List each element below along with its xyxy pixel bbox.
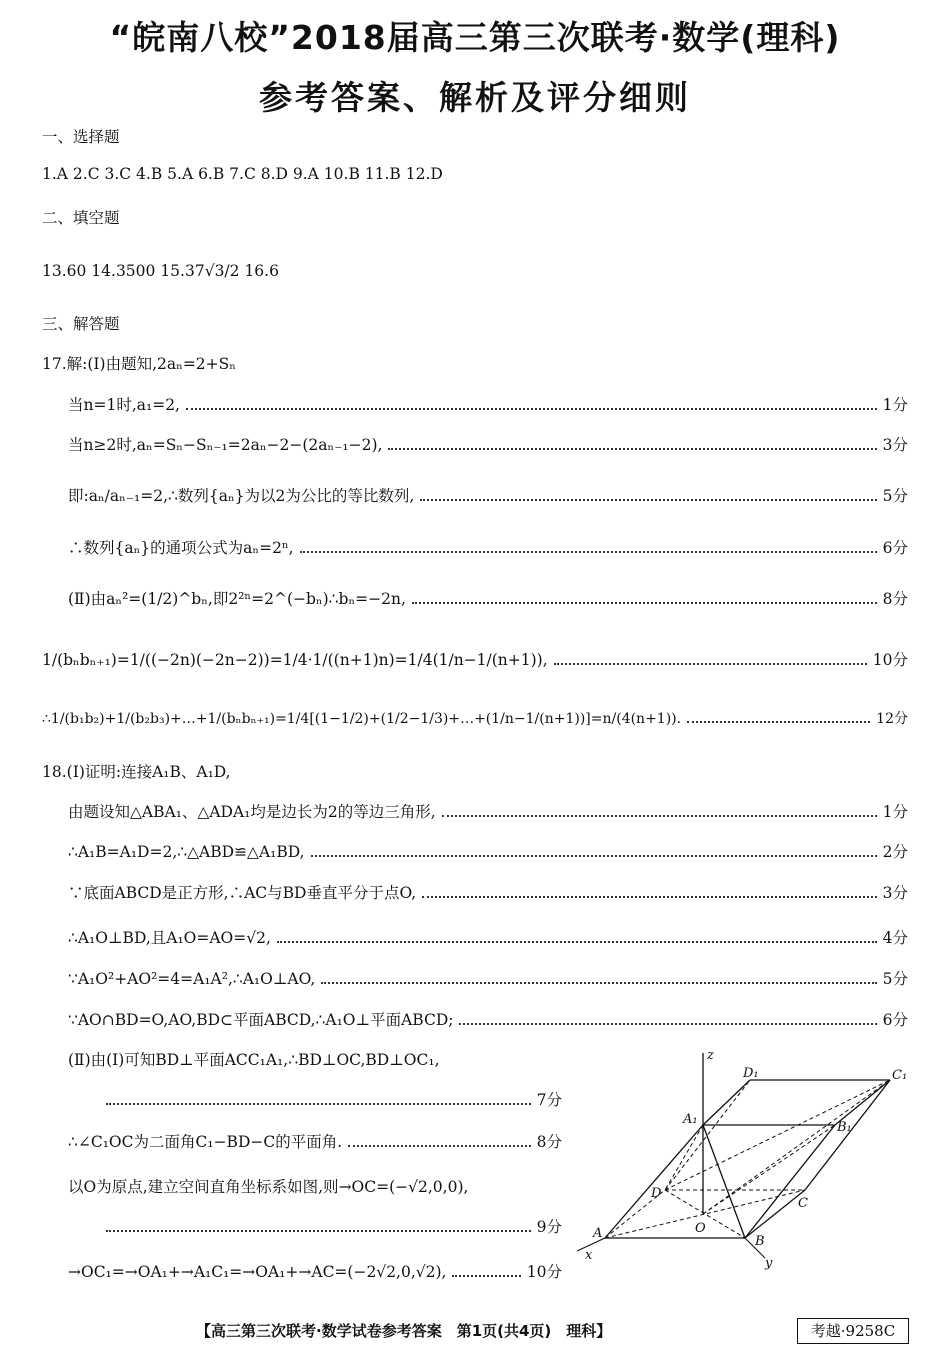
q17-step: [68, 433, 908, 455]
document-code: 考越·9258C: [797, 1318, 909, 1344]
q18-step: [68, 1130, 562, 1152]
q17-step: [42, 708, 908, 728]
leader-dots: [277, 941, 877, 943]
step-score: 6分: [882, 1011, 908, 1029]
q18-step: [68, 881, 908, 903]
q18-intro: 18.(Ⅰ)证明:连接A₁B、A₁D,: [42, 763, 231, 781]
step-score: 8分: [882, 590, 908, 608]
q18-step: [68, 1008, 908, 1030]
step-text: 1/(bₙbₙ₊₁)=1/((−2n)(−2n−2))=1/4·1/((n+1)n)=1/4(1/n−1/(n+1)),: [42, 651, 548, 669]
q18-step: [100, 1215, 562, 1237]
step-text: ∴∠C₁OC为二面角C₁−BD−C的平面角.: [68, 1133, 343, 1151]
step-score: 5分: [882, 487, 908, 505]
label-D: D: [651, 1186, 662, 1201]
leader-dots: [459, 1023, 876, 1025]
step-text: 即:aₙ/aₙ₋₁=2,∴数列{aₙ}为以2为公比的等比数列,: [68, 487, 415, 505]
leader-dots: [687, 721, 870, 723]
label-x: x: [585, 1248, 593, 1263]
step-text: ∵AO∩BD=O,AO,BD⊂平面ABCD,∴A₁O⊥平面ABCD;: [68, 1011, 454, 1029]
label-z: z: [707, 1048, 714, 1063]
q18-step: [68, 800, 908, 822]
leader-dots: [452, 1275, 520, 1277]
label-O: O: [695, 1221, 706, 1236]
section-heading-solutions: 三、解答题: [42, 315, 120, 333]
edge-A1B: [703, 1125, 745, 1238]
leader-dots: [442, 815, 877, 817]
edge-BC: [745, 1190, 805, 1238]
parallelepiped-figure: [565, 1045, 910, 1275]
leader-dots: [311, 855, 877, 857]
q18-part2-line3: 以O为原点,建立空间直角坐标系如图,则→OC=(−√2,0,0),: [68, 1178, 469, 1196]
q18-step: [68, 1260, 562, 1282]
fill-answers: 13.60 14.3500 15.37√3/2 16.6: [42, 262, 279, 280]
page-subtitle: 参考答案、解析及评分细则: [259, 78, 691, 117]
section-heading-fill: 二、填空题: [42, 209, 120, 227]
choice-answers: 1.A 2.C 3.C 4.B 5.A 6.B 7.C 8.D 9.A 10.B 11.B 12.D: [42, 165, 443, 183]
q18-step: [68, 926, 908, 948]
leader-dots: [412, 602, 877, 604]
step-text: ∴1/(b₁b₂)+1/(b₂b₃)+…+1/(bₙbₙ₊₁)=1/4[(1−1/2)+(1/2−1/3)+…+(1/n−1/(n+1))]=n/(4(n+1)).: [42, 711, 682, 727]
step-text: →OC₁=→OA₁+→A₁C₁=→OA₁+→AC=(−2√2,0,√2),: [68, 1263, 447, 1281]
step-score: 8分: [536, 1133, 562, 1151]
edge-AA1: [605, 1125, 703, 1238]
label-y: y: [765, 1256, 773, 1271]
step-score: 1分: [882, 803, 908, 821]
leader-dots: [420, 499, 876, 501]
q18-step: [68, 840, 908, 862]
step-score: 7分: [536, 1091, 562, 1109]
leader-dots: [554, 663, 867, 665]
step-score: 4分: [882, 929, 908, 947]
step-score: 10分: [526, 1263, 562, 1281]
label-B1: B₁: [837, 1120, 852, 1135]
label-C1: C₁: [892, 1068, 908, 1083]
step-score: 6分: [882, 539, 908, 557]
step-text: ∵底面ABCD是正方形,∴AC与BD垂直平分于点O,: [68, 884, 417, 902]
step-score: 1分: [882, 396, 908, 414]
label-B: B: [755, 1234, 765, 1249]
q18-step: [100, 1088, 562, 1110]
step-text: (Ⅱ)由aₙ²=(1/2)^bₙ,即2²ⁿ=2^(−bₙ)∴bₙ=−2n,: [68, 590, 406, 608]
q17-step: [68, 393, 908, 415]
step-score: 5分: [882, 970, 908, 988]
leader-dots: [388, 448, 876, 450]
leader-dots: [348, 1145, 530, 1147]
leader-dots: [186, 408, 877, 410]
segment-OC1: [703, 1080, 890, 1214]
q18-part2-line1: (Ⅱ)由(Ⅰ)可知BD⊥平面ACC₁A₁,∴BD⊥OC,BD⊥OC₁,: [68, 1051, 440, 1069]
label-A: A: [593, 1226, 603, 1241]
edge-A1D1: [703, 1080, 750, 1125]
step-text: 当n=1时,a₁=2,: [68, 396, 180, 414]
q17-step: [42, 648, 908, 670]
label-C: C: [798, 1196, 808, 1211]
leader-dots: [300, 551, 877, 553]
edge-DD1: [665, 1080, 750, 1190]
segment-DC1: [665, 1080, 890, 1190]
label-D1: D₁: [743, 1066, 759, 1081]
step-text: 当n≥2时,aₙ=Sₙ−Sₙ₋₁=2aₙ−2−(2aₙ₋₁−2),: [68, 436, 383, 454]
leader-dots: [422, 896, 876, 898]
q17-step: [68, 484, 908, 506]
section-heading-choice: 一、选择题: [42, 128, 120, 146]
step-score: 10分: [872, 651, 908, 669]
step-score: 3分: [882, 884, 908, 902]
segment-OB1: [703, 1125, 835, 1214]
label-A1: A₁: [683, 1112, 698, 1127]
step-text: ∴A₁O⊥BD,且A₁O=AO=√2,: [68, 929, 271, 947]
step-text: ∴A₁B=A₁D=2,∴△ABD≌△A₁BD,: [68, 843, 305, 861]
step-score: 3分: [882, 436, 908, 454]
leader-dots: [106, 1103, 531, 1105]
page-title: “皖南八校”2018届高三第三次联考·数学(理科): [109, 18, 841, 57]
edge-CC1: [805, 1080, 890, 1190]
edge-BB1: [745, 1125, 835, 1238]
step-score: 12分: [876, 711, 908, 727]
step-score: 2分: [882, 843, 908, 861]
step-text: ∵A₁O²+AO²=4=A₁A²,∴A₁O⊥AO,: [68, 970, 316, 988]
q18-step: [68, 967, 908, 989]
q17-intro: 17.解:(Ⅰ)由题知,2aₙ=2+Sₙ: [42, 355, 236, 373]
page-footer: 【高三第三次联考·数学试卷参考答案 第1页(共4页) 理科】: [196, 1322, 612, 1340]
leader-dots: [321, 982, 876, 984]
step-text: 由题设知△ABA₁、△ADA₁均是边长为2的等边三角形,: [68, 803, 436, 821]
q17-step: [68, 536, 908, 558]
q17-step: [68, 587, 908, 609]
leader-dots: [106, 1230, 531, 1232]
step-score: 9分: [536, 1218, 562, 1236]
step-text: ∴数列{aₙ}的通项公式为aₙ=2ⁿ,: [68, 539, 294, 557]
